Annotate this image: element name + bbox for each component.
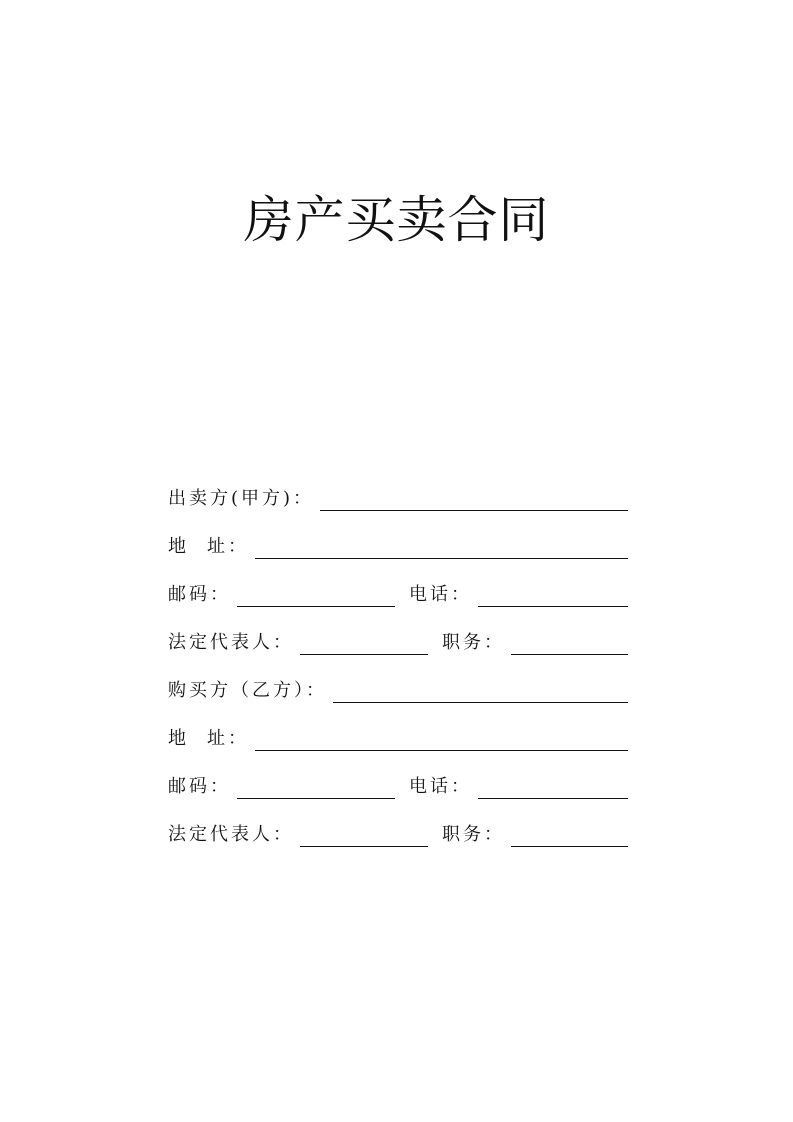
buyer-phone-label: 电话： [409,776,472,797]
buyer-address-row [168,710,628,758]
buyer-legal-rep-label: 法定代表人： [168,824,294,845]
seller-position-label: 职务： [442,632,505,653]
buyer-postcode-label: 邮码： [168,776,231,797]
buyer-phone-blank[interactable] [478,798,628,799]
seller-party-label: 出卖方(甲方)： [168,488,315,509]
buyer-rep-row [168,806,628,854]
seller-legal-rep-blank[interactable] [300,654,428,655]
document-title: 房产买卖合同 [243,191,550,249]
seller-postcode-label: 邮码： [168,584,231,605]
seller-legal-rep-label: 法定代表人： [168,632,294,653]
seller-address-row [168,518,628,566]
buyer-contact-row [168,758,628,806]
buyer-postcode-blank[interactable] [237,798,395,799]
seller-address-label-b: 址： [207,536,249,557]
seller-phone-label: 电话： [409,584,472,605]
seller-rep-row [168,614,628,662]
buyer-address-label-a: 地 [168,728,189,749]
buyer-legal-rep-blank[interactable] [300,846,428,847]
buyer-position-label: 职务： [442,824,505,845]
seller-postcode-blank[interactable] [237,606,395,607]
buyer-position-blank[interactable] [511,846,628,847]
buyer-address-blank[interactable] [255,750,628,751]
seller-address-blank[interactable] [255,558,628,559]
seller-contact-row [168,566,628,614]
party-info-form [168,470,628,854]
seller-address-label-a: 地 [168,536,189,557]
seller-position-blank[interactable] [511,654,628,655]
buyer-party-blank[interactable] [333,702,628,703]
buyer-address-label-b: 址： [207,728,249,749]
seller-phone-blank[interactable] [478,606,628,607]
seller-party-blank[interactable] [320,510,628,511]
buyer-party-row [168,662,628,710]
seller-party-row [168,470,628,518]
buyer-party-label: 购买方（乙方）： [168,680,327,701]
